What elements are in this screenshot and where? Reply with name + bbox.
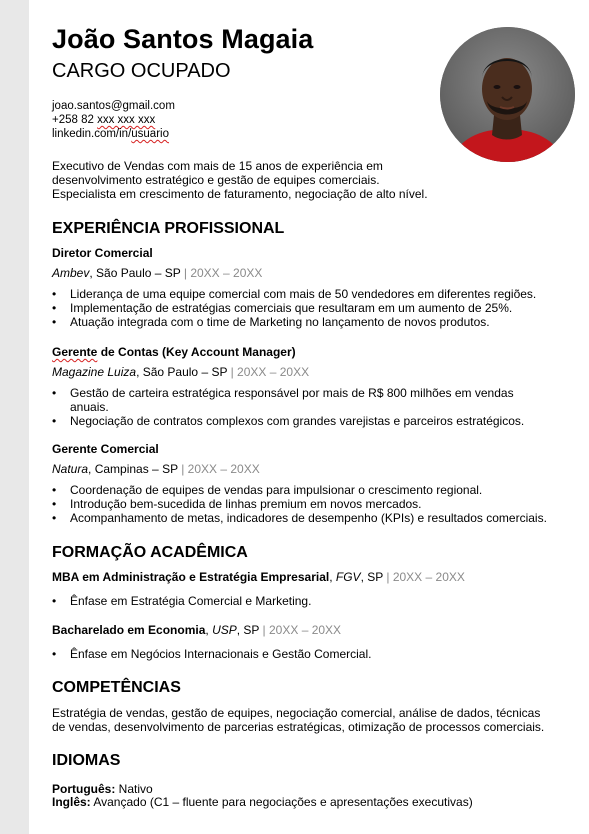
list-item: • Ênfase em Negócios Internacionais e Gestão Comercial. — [52, 647, 552, 661]
degree-line: Bacharelado em Economia, USP, SP | 20XX – 20XX — [52, 623, 342, 637]
education-entry — [52, 623, 552, 661]
degree-line: MBA em Administração e Estratégia Empresarial, FGV, SP | 20XX – 20XX — [52, 570, 465, 584]
job-title: Diretor Comercial — [52, 246, 153, 260]
list-item: • Gestão de carteira estratégica responsável por mais de R$ 800 milhões em vendas anuais. — [52, 386, 552, 414]
language-item: Inglês: Avançado (C1 – fluente para negociações e apresentações executivas) — [52, 795, 473, 809]
professional-summary: Executivo de Vendas com mais de 15 anos de experiência em desenvolvimento estratégico e gestão de equipes comerciais. Especialista em crescimento de faturamento, negociação de alto nível. — [52, 159, 428, 201]
contact-info — [52, 99, 175, 141]
job-position: CARGO OCUPADO — [52, 60, 231, 82]
document-page — [29, 0, 589, 834]
linkedin: linkedin.com/in/usuario — [52, 128, 169, 140]
job-bullets — [52, 483, 552, 525]
list-item: • Coordenação de equipes de vendas para impulsionar o crescimento regional. — [52, 483, 552, 497]
skills-text: Estratégia de vendas, gestão de equipes, negociação comercial, análise de dados, técnicas de vendas, desenvolvimento de parcerias estratégicas, otimização de processos comerciais. — [52, 706, 545, 734]
phone: +258 82 xxx xxx xxx — [52, 114, 156, 126]
job-bullets — [52, 287, 552, 329]
job-meta: Ambev, São Paulo – SP | 20XX – 20XX — [52, 266, 263, 280]
languages-list — [52, 783, 552, 809]
job-meta: Magazine Luiza, São Paulo – SP | 20XX – 20XX — [52, 365, 310, 379]
list-item: • Acompanhamento de metas, indicadores de desempenho (KPIs) e resultados comerciais. — [52, 511, 552, 525]
section-title-education: FORMAÇÃO ACADÊMICA — [52, 544, 248, 561]
job-entry — [52, 442, 552, 525]
email: joao.santos@gmail.com — [52, 100, 175, 112]
job-entry — [52, 246, 552, 329]
section-title-skills: COMPETÊNCIAS — [52, 679, 181, 696]
list-item: • Implementação de estratégias comerciais que resultaram em um aumento de 25%. — [52, 301, 552, 315]
list-item: • Negociação de contratos complexos com grandes varejistas e parceiros estratégicos. — [52, 414, 552, 428]
job-bullets — [52, 386, 552, 428]
portrait-image — [440, 27, 575, 162]
education-entry — [52, 570, 552, 608]
list-item: • Liderança de uma equipe comercial com mais de 50 vendedores em diferentes regiões. — [52, 287, 552, 301]
education-bullets — [52, 647, 552, 661]
list-item: • Introdução bem-sucedida de linhas premium em novos mercados. — [52, 497, 552, 511]
language-item: Português: Nativo — [52, 782, 153, 796]
job-meta: Natura, Campinas – SP | 20XX – 20XX — [52, 462, 260, 476]
profile-photo — [440, 27, 575, 162]
job-entry — [52, 345, 552, 428]
education-bullets — [52, 594, 552, 608]
section-title-languages: IDIOMAS — [52, 752, 121, 769]
section-title-experience: EXPERIÊNCIA PROFISSIONAL — [52, 220, 285, 237]
list-item: • Ênfase em Estratégia Comercial e Marketing. — [52, 594, 552, 608]
job-title: Gerente Comercial — [52, 442, 159, 456]
job-title: Gerente de Contas (Key Account Manager) — [52, 345, 296, 359]
list-item: • Atuação integrada com o time de Marketing no lançamento de novos produtos. — [52, 315, 552, 329]
candidate-name: João Santos Magaia — [52, 24, 314, 54]
